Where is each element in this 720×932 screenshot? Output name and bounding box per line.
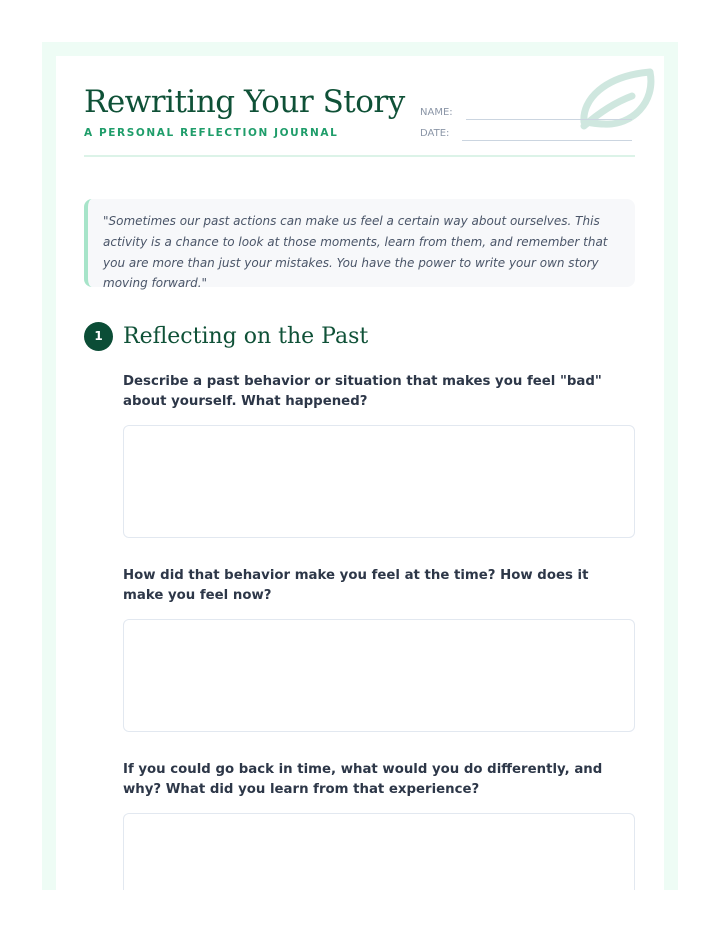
date-line[interactable] <box>462 140 632 141</box>
answer-box-3[interactable] <box>123 813 635 890</box>
section-title: Reflecting on the Past <box>123 324 369 349</box>
intro-quote-box <box>84 199 635 291</box>
leaf-icon <box>574 62 664 134</box>
question-1: Describe a past behavior or situation that makes you feel "bad" about yourself. What happened? <box>123 374 602 409</box>
question-2: How did that behavior make you feel at the time? How does it make you feel now? <box>123 568 589 603</box>
worksheet-page <box>56 56 664 890</box>
intro-quote: "Sometimes our past actions can make us feel a certain way about ourselves. This activity is a chance to look at those moments, learn from them, and remember that you are more than just your mistakes. You have the power to write your own story moving forward." <box>103 214 608 291</box>
name-line[interactable] <box>466 119 632 120</box>
page-title: Rewriting Your Story <box>84 84 405 120</box>
name-label: NAME: <box>420 107 453 118</box>
date-label: DATE: <box>420 128 450 139</box>
question-3: If you could go back in time, what would you do differently, and why? What did you learn from that experience? <box>123 762 603 797</box>
answer-box-1[interactable] <box>123 425 635 538</box>
page-subtitle: A PERSONAL REFLECTION JOURNAL <box>84 127 339 139</box>
header-divider <box>84 155 635 157</box>
answer-box-2[interactable] <box>123 619 635 732</box>
section-number-badge: 1 <box>84 322 113 351</box>
